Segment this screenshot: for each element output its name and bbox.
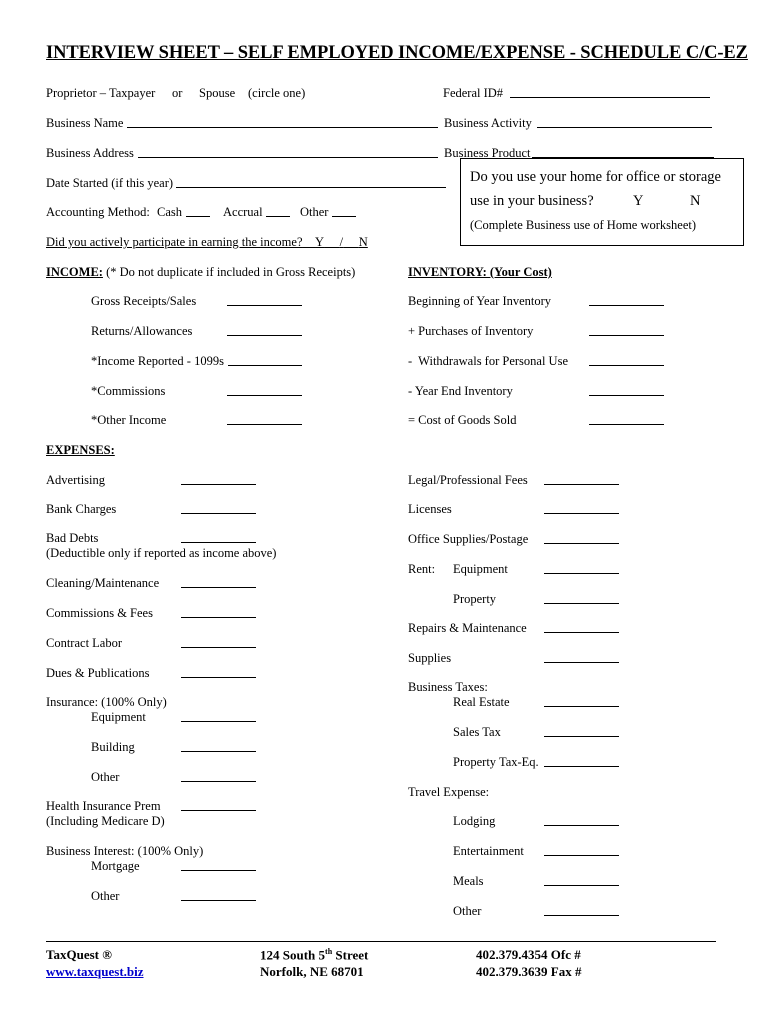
health-insurance-field[interactable] (181, 800, 256, 811)
health-insurance-note: (Including Medicare D) (46, 814, 165, 828)
legal-field[interactable] (544, 474, 619, 485)
expenses-heading: EXPENSES: (46, 443, 115, 457)
expense-business-taxes: Business Taxes: (408, 680, 488, 694)
business-activity-field[interactable] (537, 117, 712, 128)
footer-street (260, 948, 368, 961)
insurance-other-field[interactable] (181, 771, 256, 782)
cogs-field[interactable] (589, 414, 664, 425)
income-item-commissions: *Commissions (91, 384, 166, 398)
footer-office-phone: 402.379.4354 Ofc # (476, 947, 581, 962)
page-title: INTERVIEW SHEET – SELF EMPLOYED INCOME/EXPENSE - SCHEDULE C/C-EZ (46, 43, 748, 63)
gross-receipts-field[interactable] (227, 295, 302, 306)
footer-city: Norfolk, NE 68701 (260, 964, 364, 979)
travel-entertainment: Entertainment (453, 844, 524, 858)
circle-one-label: (circle one) (248, 86, 306, 100)
home-yes-option[interactable]: Y (633, 193, 644, 209)
other-income-field[interactable] (227, 414, 302, 425)
interest-mortgage: Mortgage (91, 859, 140, 873)
proprietor-taxpayer-option[interactable]: Proprietor – Taxpayer (46, 86, 156, 100)
participate-question (46, 236, 368, 249)
interest-mortgage-field[interactable] (181, 860, 256, 871)
participate-slash: / (339, 235, 344, 249)
street-suffix: Street (332, 947, 369, 963)
rent-equipment: Equipment (453, 562, 508, 576)
accounting-method-label: Accounting Method: (46, 205, 150, 219)
rent-property-field[interactable] (544, 593, 619, 604)
expense-cleaning: Cleaning/Maintenance (46, 576, 160, 590)
accrual-label: Accrual (223, 205, 263, 219)
cash-label: Cash (157, 205, 182, 219)
income-item-returns: Returns/Allowances (91, 324, 193, 338)
business-address-field[interactable] (138, 147, 438, 158)
lodging-field[interactable] (544, 815, 619, 826)
contract-labor-field[interactable] (181, 637, 256, 648)
returns-field[interactable] (227, 325, 302, 336)
office-supplies-field[interactable] (544, 533, 619, 544)
home-worksheet-note: (Complete Business use of Home worksheet) (470, 218, 697, 232)
travel-other-field[interactable] (544, 905, 619, 916)
expense-health-insurance: Health Insurance Prem (46, 799, 161, 813)
commissions-fees-field[interactable] (181, 607, 256, 618)
federal-id-label: Federal ID# (443, 86, 504, 100)
accrual-field[interactable] (266, 206, 290, 217)
or-label: or (172, 86, 183, 100)
property-tax-field[interactable] (544, 756, 619, 767)
other-method-label: Other (300, 205, 329, 219)
meals-field[interactable] (544, 875, 619, 886)
travel-other: Other (453, 904, 482, 918)
insurance-building: Building (91, 740, 135, 754)
tax-property: Property Tax-Eq. (453, 755, 539, 769)
participate-no[interactable]: N (358, 235, 368, 249)
expense-advertising: Advertising (46, 473, 106, 487)
footer-website-link[interactable]: www.taxquest.biz (46, 964, 144, 979)
tax-sales: Sales Tax (453, 725, 501, 739)
expense-bank-charges: Bank Charges (46, 502, 117, 516)
expense-business-interest: Business Interest: (100% Only) (46, 844, 204, 858)
spouse-option[interactable]: Spouse (199, 86, 236, 100)
income-item-1099s: *Income Reported - 1099s (91, 354, 224, 368)
withdrawals-field[interactable] (589, 355, 664, 366)
tax-real-estate: Real Estate (453, 695, 510, 709)
expense-rent: Rent: (408, 562, 436, 576)
year-end-inventory-field[interactable] (589, 385, 664, 396)
cash-field[interactable] (186, 206, 210, 217)
entertainment-field[interactable] (544, 845, 619, 856)
home-office-box (460, 158, 744, 246)
inventory-item-purchases: + Purchases of Inventory (408, 324, 534, 338)
licenses-field[interactable] (544, 503, 619, 514)
expense-dues: Dues & Publications (46, 666, 150, 680)
business-product-field[interactable] (532, 147, 714, 158)
income-section-heading (46, 266, 355, 279)
date-started-label: Date Started (if this year) (46, 176, 174, 190)
repairs-field[interactable] (544, 622, 619, 633)
footer-fax: 402.379.3639 Fax # (476, 964, 582, 979)
participate-yes[interactable]: Y (315, 235, 325, 249)
expense-legal: Legal/Professional Fees (408, 473, 528, 487)
interest-other: Other (91, 889, 120, 903)
bad-debts-note: (Deductible only if reported as income above) (46, 546, 277, 560)
expense-commissions: Commissions & Fees (46, 606, 153, 620)
travel-meals: Meals (453, 874, 484, 888)
street-main: 124 South 5 (260, 947, 326, 963)
income-item-gross-receipts: Gross Receipts/Sales (91, 294, 197, 308)
business-activity-label: Business Activity (444, 116, 532, 130)
inventory-item-cogs: = Cost of Goods Sold (408, 413, 517, 427)
cleaning-field[interactable] (181, 577, 256, 588)
expense-repairs: Repairs & Maintenance (408, 621, 527, 635)
expense-contract-labor: Contract Labor (46, 636, 123, 650)
interest-other-field[interactable] (181, 890, 256, 901)
expense-insurance: Insurance: (100% Only) (46, 695, 167, 709)
expense-office-supplies: Office Supplies/Postage (408, 532, 529, 546)
business-name-field[interactable] (127, 117, 438, 128)
date-started-field[interactable] (176, 177, 446, 188)
business-name-label: Business Name (46, 116, 124, 130)
commissions-income-field[interactable] (227, 385, 302, 396)
home-question-line1: Do you use your home for office or storage (470, 169, 721, 185)
expense-bad-debts: Bad Debts (46, 531, 99, 545)
federal-id-field[interactable] (510, 87, 710, 98)
income-heading: INCOME: (46, 265, 103, 279)
other-method-field[interactable] (332, 206, 356, 217)
sales-tax-field[interactable] (544, 726, 619, 737)
street-superscript: th (325, 947, 333, 956)
supplies-field[interactable] (544, 652, 619, 663)
inventory-item-year-end: - Year End Inventory (408, 384, 513, 398)
home-no-option[interactable]: N (690, 193, 701, 209)
expense-licenses: Licenses (408, 502, 452, 516)
income-1099s-field[interactable] (228, 355, 302, 366)
bad-debts-field[interactable] (181, 532, 256, 543)
advertising-field[interactable] (181, 474, 256, 485)
real-estate-tax-field[interactable] (544, 696, 619, 707)
insurance-equipment-field[interactable] (181, 711, 256, 722)
travel-lodging: Lodging (453, 814, 496, 828)
income-item-other: *Other Income (91, 413, 167, 427)
footer-company: TaxQuest ® (46, 947, 112, 962)
business-product-label: Business Product (444, 146, 531, 160)
home-question-line2: use in your business? (470, 193, 594, 209)
business-address-label: Business Address (46, 146, 134, 160)
purchases-field[interactable] (589, 325, 664, 336)
bank-charges-field[interactable] (181, 503, 256, 514)
inventory-heading: INVENTORY: (Your Cost) (408, 265, 552, 279)
participate-text: Did you actively participate in earning the income? (46, 235, 303, 249)
dues-field[interactable] (181, 667, 256, 678)
insurance-building-field[interactable] (181, 741, 256, 752)
inventory-item-beginning: Beginning of Year Inventory (408, 294, 552, 308)
rent-property: Property (453, 592, 497, 606)
insurance-equipment: Equipment (91, 710, 146, 724)
beginning-inventory-field[interactable] (589, 295, 664, 306)
expense-supplies: Supplies (408, 651, 452, 665)
insurance-other: Other (91, 770, 120, 784)
expense-travel: Travel Expense: (408, 785, 490, 799)
footer-divider (46, 941, 716, 942)
rent-equipment-field[interactable] (544, 563, 619, 574)
inventory-item-withdrawals: - Withdrawals for Personal Use (408, 354, 568, 368)
income-note: (* Do not duplicate if included in Gross Receipts) (106, 265, 356, 279)
